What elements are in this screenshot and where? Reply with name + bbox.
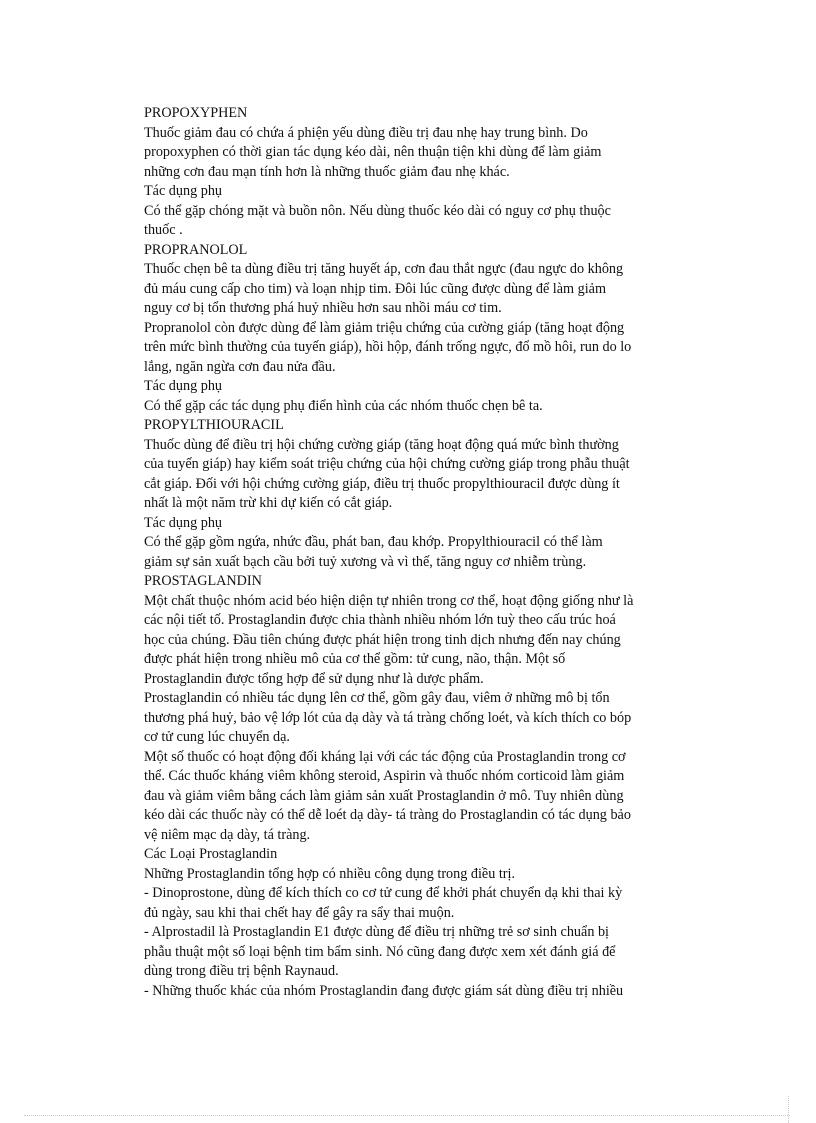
paragraph-line: Có thể gặp chóng mặt và buồn nôn. Nếu dùng thuốc kéo dài có nguy cơ phụ thuộc xyxy=(144,202,611,219)
list-item-line: dùng trong điều trị bệnh Raynaud. xyxy=(144,963,339,979)
heading-propoxyphen: PROPOXYPHEN xyxy=(144,105,248,121)
list-item-line: - Alprostadil là Prostaglandin E1 được dùng để điều trị những trẻ sơ sinh chuẩn bị xyxy=(144,924,610,940)
paragraph-line: được phát hiện trong nhiều mô của cơ thể gồm: tử cung, não, thận. Một số xyxy=(144,651,566,667)
subheading-side-effects: Tác dụng phụ xyxy=(144,514,223,531)
paragraph-line: Một chất thuộc nhóm acid béo hiện diện tự nhiên trong cơ thể, hoạt động giống như là xyxy=(144,592,634,609)
paragraph-line: Có thể gặp gồm ngứa, nhức đầu, phát ban, đau khớp. Propylthiouracil có thể làm xyxy=(144,534,603,550)
heading-propylthiouracil: PROPYLTHIOURACIL xyxy=(144,417,284,433)
subheading-side-effects: Tác dụng phụ xyxy=(144,378,223,394)
list-item-line: đủ ngày, sau khi thai chết hay để gây ra sẩy thai muộn. xyxy=(144,904,455,921)
paragraph-line: kéo dài các thuốc này có thể dễ loét dạ dày- tá tràng do Prostaglandin có tác dụng bảo xyxy=(144,807,631,823)
paragraph-line: nhất là một năm trừ khi dự kiến có cắt giáp. xyxy=(144,495,393,511)
paragraph-line: trên mức bình thường của tuyến giáp), hồi hộp, đánh trống ngực, đổ mồ hôi, run do lo xyxy=(144,339,632,355)
list-item-line: - Những thuốc khác của nhóm Prostaglandin đang được giám sát dùng điều trị nhiều xyxy=(144,982,624,999)
page-corner-marker xyxy=(788,1096,789,1123)
paragraph-line: Thuốc chẹn bê ta dùng điều trị tăng huyết áp, cơn đau thắt ngực (đau ngực do không xyxy=(144,261,624,277)
paragraph-line: Một số thuốc có hoạt động đối kháng lại với các tác động của Prostaglandin trong cơ xyxy=(144,748,626,765)
paragraph-line: lắng, ngăn ngừa cơn đau nửa đầu. xyxy=(144,358,336,375)
paragraph-line: thuốc . xyxy=(144,222,183,238)
paragraph-line: vệ niêm mạc dạ dày, tá tràng. xyxy=(144,826,311,843)
paragraph-line: Thuốc giảm đau có chứa á phiện yếu dùng điều trị đau nhẹ hay trung bình. Do xyxy=(144,124,588,141)
paragraph-line: học của chúng. Đầu tiên chúng được phát hiện trong tinh dịch nhưng đến nay chúng xyxy=(144,631,621,648)
paragraph-line: đau và giảm viêm bằng cách làm giảm sản xuất Prostaglandin ở mô. Tuy nhiên dùng xyxy=(144,787,624,804)
paragraph-line: cắt giáp. Đối với hội chứng cường giáp, điều trị thuốc propylthiouracil được dùng ít xyxy=(144,475,620,492)
list-item-line: phẫu thuật một số loại bệnh tim bẩm sinh. Nó cũng đang được xem xét đánh giá để xyxy=(144,943,616,960)
paragraph-line: các nội tiết tố. Prostaglandin được chia thành nhiều nhóm lớn tuỳ theo cấu trúc hoá xyxy=(144,612,616,628)
paragraph-line: cơ tử cung lúc chuyển dạ. xyxy=(144,729,290,745)
paragraph-line: thương phá huỷ, bảo vệ lớp lót của dạ dày và tá tràng chống loét, và kích thích co bóp xyxy=(144,709,632,726)
paragraph-line: Thuốc dùng để điều trị hội chứng cường giáp (tăng hoạt động quá mức bình thường xyxy=(144,436,619,453)
paragraph-line: Có thể gặp các tác dụng phụ điển hình của các nhóm thuốc chẹn bê ta. xyxy=(144,397,543,414)
paragraph-line: những cơn đau mạn tính hơn là những thuốc giảm đau nhẹ khác. xyxy=(144,163,510,180)
subheading-side-effects: Tác dụng phụ xyxy=(144,183,223,199)
paragraph-line: thể. Các thuốc kháng viêm không steroid, Aspirin và thuốc nhóm corticoid làm giảm xyxy=(144,768,625,784)
document-body xyxy=(144,104,700,1001)
paragraph-line: Những Prostaglandin tổng hợp có nhiều công dụng trong điều trị. xyxy=(144,865,516,882)
paragraph-line: đủ máu cung cấp cho tim) và loạn nhịp tim. Đôi lúc cũng được dùng để làm giảm xyxy=(144,280,606,297)
paragraph-line: của tuyến giáp) hay kiểm soát triệu chứng của hội chứng cường giáp trong phẫu thuật xyxy=(144,456,630,472)
subheading-prostaglandin-types: Các Loại Prostaglandin xyxy=(144,846,278,862)
paragraph-line: Prostaglandin được tổng hợp để sử dụng như là dược phẩm. xyxy=(144,670,484,687)
paragraph-line: Propranolol còn được dùng để làm giảm triệu chứng của cường giáp (tăng hoạt động xyxy=(144,319,625,336)
heading-prostaglandin: PROSTAGLANDIN xyxy=(144,573,262,589)
list-item-line: - Dinoprostone, dùng để kích thích co cơ tử cung để khởi phát chuyển dạ khi thai kỳ xyxy=(144,885,623,901)
paragraph-line: giảm sự sản xuất bạch cầu bởi tuỷ xương và vì thế, tăng nguy cơ nhiễm trùng. xyxy=(144,553,587,570)
paragraph-line: propoxyphen có thời gian tác dụng kéo dài, nên thuận tiện khi dùng để làm giảm xyxy=(144,144,602,160)
page-bottom-divider xyxy=(24,1115,790,1116)
heading-propranolol: PROPRANOLOL xyxy=(144,241,248,258)
paragraph-line: nguy cơ bị tổn thương phá huỷ nhiều hơn sau nhồi máu cơ tim. xyxy=(144,300,502,316)
paragraph-line: Prostaglandin có nhiều tác dụng lên cơ thể, gồm gây đau, viêm ở những mô bị tổn xyxy=(144,690,610,706)
